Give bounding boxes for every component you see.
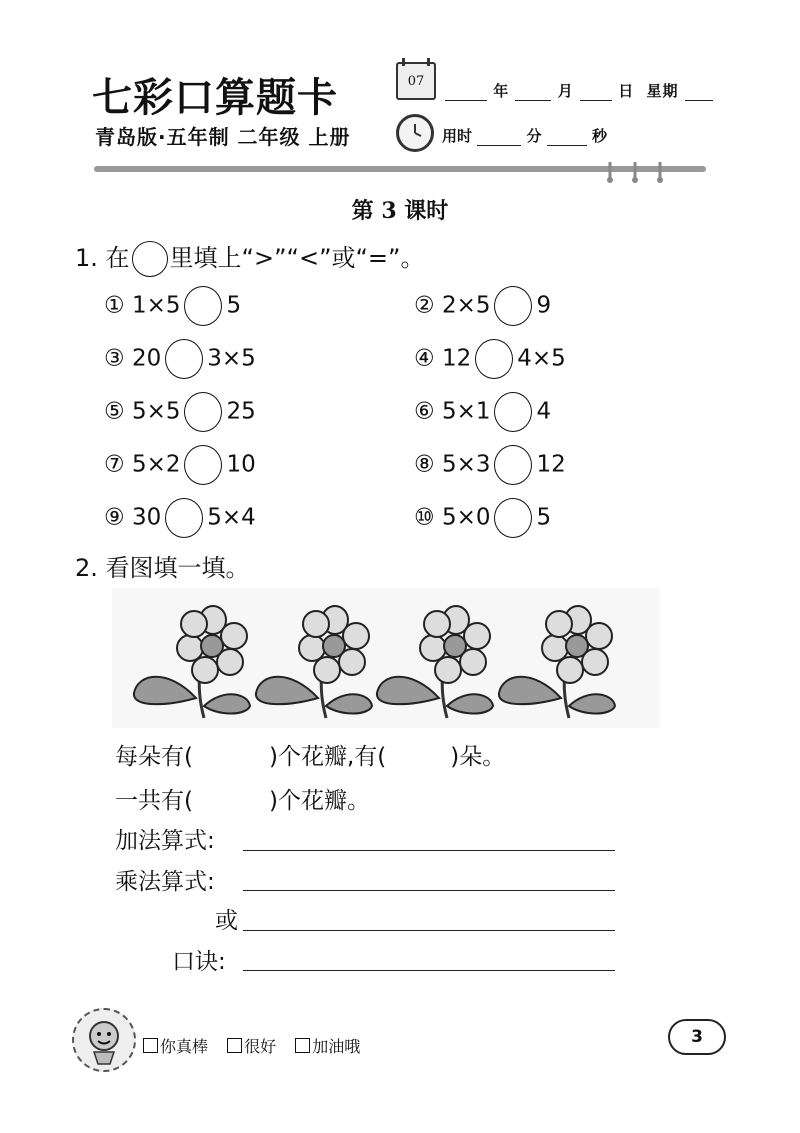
answer-circle[interactable] — [184, 445, 222, 485]
sample-circle — [132, 241, 168, 277]
item-right: 9 — [536, 292, 552, 319]
second-blank[interactable] — [547, 131, 587, 146]
year-label: 年 — [493, 82, 510, 100]
question-1-prompt — [75, 238, 424, 277]
answer-circle[interactable] — [494, 498, 532, 538]
item-left: 5×0 — [441, 504, 491, 531]
fill-line-2 — [115, 782, 370, 815]
compare-item — [104, 497, 256, 537]
brand-title: 七彩口算题卡 — [92, 74, 338, 121]
or-label: 或 — [215, 908, 238, 934]
answer-circle[interactable] — [165, 339, 203, 379]
item-right: 4×5 — [517, 345, 566, 372]
item-right: 3×5 — [207, 345, 256, 372]
fill-text: )个花瓣。 — [268, 788, 370, 814]
answer-circle[interactable] — [165, 498, 203, 538]
item-left: 5×1 — [441, 398, 491, 425]
compare-item — [414, 285, 551, 325]
edition-subtitle: 青岛版·五年制 二年级 上册 — [95, 125, 351, 149]
self-rating — [143, 1034, 360, 1057]
minute-blank[interactable] — [477, 131, 521, 146]
flowers-illustration — [112, 588, 660, 728]
time-used-label: 用时 — [442, 127, 473, 145]
answer-circle[interactable] — [475, 339, 513, 379]
item-left: 30 — [131, 504, 162, 531]
calendar-icon — [396, 62, 436, 100]
prompt-text: 里填上“>”“<”或“=”。 — [169, 244, 425, 272]
month-label: 月 — [557, 82, 574, 100]
month-blank[interactable] — [515, 86, 551, 101]
item-right: 25 — [226, 398, 256, 425]
item-left: 2×5 — [441, 292, 491, 319]
multiplication-label: 乘法算式: — [115, 869, 215, 895]
item-number: ⑥ — [414, 398, 435, 425]
weekday-blank[interactable] — [685, 86, 713, 101]
rhyme-label: 口诀: — [172, 949, 226, 975]
item-number: ⑤ — [104, 398, 125, 425]
rating-option[interactable] — [143, 1037, 208, 1056]
binding-pins-icon — [600, 158, 670, 186]
rating-option[interactable] — [227, 1037, 276, 1056]
prompt-text: 看图填一填。 — [105, 554, 250, 582]
compare-item — [414, 444, 566, 484]
item-number: ⑨ — [104, 504, 125, 531]
fill-text: )朵。 — [450, 744, 506, 770]
item-number: ⑩ — [414, 504, 435, 531]
question-number: 2. — [75, 554, 98, 582]
page-number: 3 — [668, 1019, 726, 1055]
weekday-label: 星期 — [646, 82, 679, 100]
question-number: 1. — [75, 244, 98, 272]
compare-item — [414, 338, 566, 378]
multiplication-alt-answer-line[interactable] — [243, 930, 615, 931]
item-left: 5×5 — [131, 398, 181, 425]
item-right: 5×4 — [207, 504, 256, 531]
item-number: ② — [414, 292, 435, 319]
rating-option[interactable] — [295, 1037, 360, 1056]
item-left: 12 — [441, 345, 472, 372]
question-2-prompt — [75, 548, 250, 583]
item-right: 12 — [536, 451, 566, 478]
time-line — [442, 125, 607, 146]
checkbox-icon — [143, 1038, 158, 1053]
clock-icon — [396, 114, 434, 152]
date-line — [445, 80, 713, 101]
multiplication-answer-line[interactable] — [243, 890, 615, 891]
item-number: ③ — [104, 345, 125, 372]
year-blank[interactable] — [445, 86, 487, 101]
item-left: 5×2 — [131, 451, 181, 478]
compare-item — [104, 338, 256, 378]
fill-text: 每朵有( — [115, 744, 193, 770]
rhyme-answer-line[interactable] — [243, 970, 615, 971]
answer-circle[interactable] — [184, 392, 222, 432]
item-number: ④ — [414, 345, 435, 372]
checkbox-icon — [227, 1038, 242, 1053]
rating-label: 加油哦 — [312, 1037, 361, 1056]
day-blank[interactable] — [580, 86, 612, 101]
calendar-number: 07 — [407, 74, 425, 89]
lesson-title: 第 3 课时 — [351, 198, 449, 224]
item-left: 1×5 — [131, 292, 181, 319]
compare-item — [104, 285, 241, 325]
answer-circle[interactable] — [494, 286, 532, 326]
prompt-text: 在 — [105, 244, 130, 272]
addition-answer-line[interactable] — [243, 850, 615, 851]
fill-line-1 — [115, 738, 505, 771]
answer-circle[interactable] — [494, 445, 532, 485]
item-left: 5×3 — [441, 451, 491, 478]
compare-item — [104, 391, 256, 431]
item-right: 5 — [536, 504, 552, 531]
answer-circle[interactable] — [494, 392, 532, 432]
checkbox-icon — [295, 1038, 310, 1053]
fill-text: )个花瓣,有( — [268, 744, 387, 770]
item-number: ⑦ — [104, 451, 125, 478]
item-right: 5 — [226, 292, 242, 319]
compare-item — [414, 391, 551, 431]
day-label: 日 — [618, 82, 635, 100]
item-number: ① — [104, 292, 125, 319]
answer-circle[interactable] — [184, 286, 222, 326]
compare-item — [414, 497, 551, 537]
compare-item — [104, 444, 256, 484]
item-number: ⑧ — [414, 451, 435, 478]
mascot-icon — [72, 1008, 136, 1072]
fill-text: 一共有( — [115, 788, 193, 814]
item-right: 10 — [226, 451, 256, 478]
item-left: 20 — [131, 345, 162, 372]
minute-label: 分 — [526, 127, 542, 145]
rating-label: 你真棒 — [160, 1037, 209, 1056]
rating-label: 很好 — [244, 1037, 277, 1056]
second-label: 秒 — [591, 127, 607, 145]
item-right: 4 — [536, 398, 552, 425]
addition-label: 加法算式: — [115, 828, 215, 854]
